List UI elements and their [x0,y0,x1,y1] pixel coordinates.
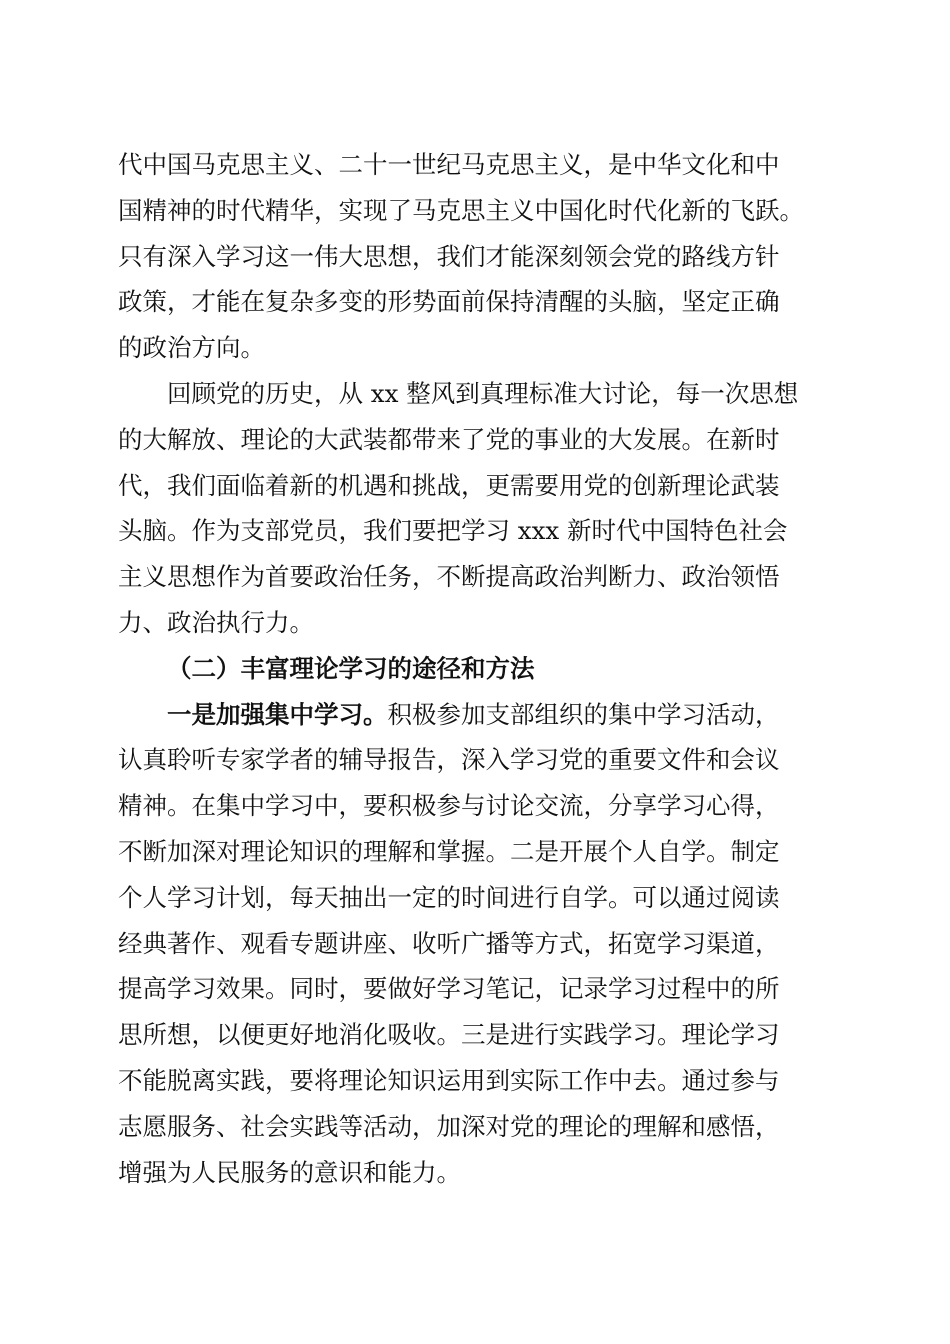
paragraph-lead: 一是加强集中学习。 [167,699,388,729]
text-line: 的政治方向。 [118,333,265,363]
paragraph-continuation [118,142,830,371]
text-line: 提高学习效果。同时，要做好学习笔记，记录学习过程中的所 [118,974,780,1004]
text-line: 力、政治执行力。 [118,607,314,637]
text-line: 不断加深对理论知识的理解和掌握。二是开展个人自学。制定 [118,836,780,866]
text-line: 主义思想作为首要政治任务，不断提高政治判断力、政治领悟 [118,562,780,592]
text-line: 回顾党的历史，从 xx 整风到真理标准大讨论，每一次思想 [167,378,799,408]
text-line: 认真聆听专家学者的辅导报告，深入学习党的重要文件和会议 [118,745,780,775]
text-line: 只有深入学习这一伟大思想，我们才能深刻领会党的路线方针 [118,241,780,271]
text-line: 增强为人民服务的意识和能力。 [118,1157,461,1187]
text-line: 经典著作、观看专题讲座、收听广播等方式，拓宽学习渠道， [118,928,780,958]
section-heading: （二）丰富理论学习的途径和方法 [167,653,535,683]
text-line: 不能脱离实践，要将理论知识运用到实际工作中去。通过参与 [118,1065,780,1095]
text-line: 国精神的时代精华，实现了马克思主义中国化时代化新的飞跃。 [118,195,804,225]
text-line: 政策，才能在复杂多变的形势面前保持清醒的头脑，坚定正确 [118,287,780,317]
text-line: 代中国马克思主义、二十一世纪马克思主义，是中华文化和中 [118,150,780,179]
paragraph-lead-rest: 积极参加支部组织的集中学习活动， [387,699,780,729]
text-line: 头脑。作为支部党员，我们要把学习 xxx 新时代中国特色社会 [118,516,788,546]
document-body [118,142,830,1195]
paragraph-history [118,371,830,646]
text-line: 志愿服务、社会实践等活动，加深对党的理论的理解和感悟， [118,1111,780,1141]
paragraph-methods [118,692,830,1196]
text-line: 思所想，以便更好地消化吸收。三是进行实践学习。理论学习 [118,1020,780,1050]
text-line: 精神。在集中学习中，要积极参与讨论交流，分享学习心得， [118,791,780,821]
text-line: 的大解放、理论的大武装都带来了党的事业的大发展。在新时 [118,424,780,454]
text-line: 个人学习计划，每天抽出一定的时间进行自学。可以通过阅读 [118,882,780,912]
text-line [118,692,830,738]
text-line: 代，我们面临着新的机遇和挑战，更需要用党的创新理论武装 [118,470,780,500]
